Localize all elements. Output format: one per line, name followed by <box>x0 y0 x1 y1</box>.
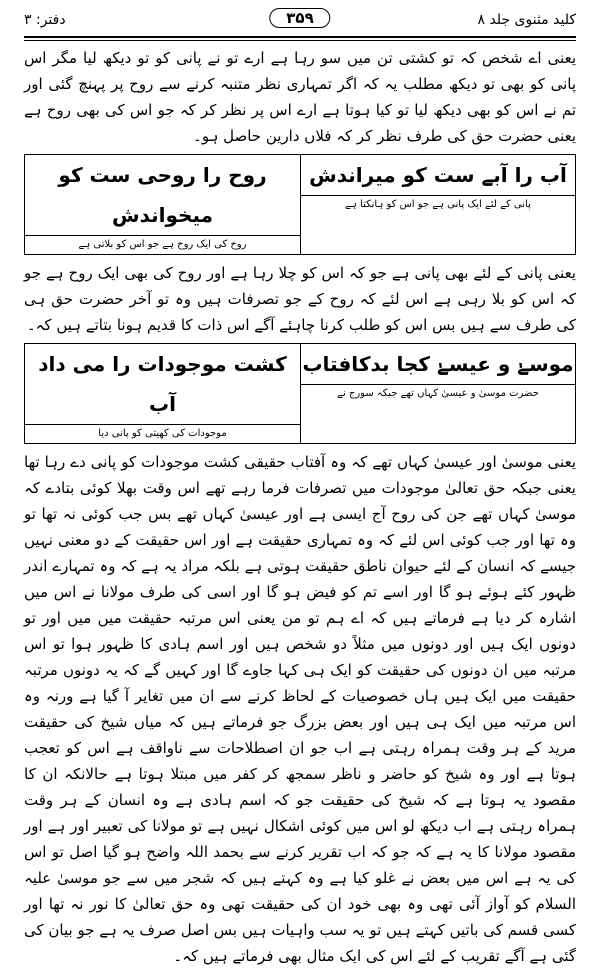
page-number: ۳۵۹ <box>269 8 330 28</box>
paragraph-3: یعنی موسیٰ اور عیسیٰ کہاں تھے کہ وہ آفتاب حقیقی کشت موجودات کو پانی دے رہا تھا یعنی جبکہ حق تعالیٰ موجودات میں تصرفات فرما رہے تھے اس وقت بھلا کوئی بتادے کہ موسیٰ کہاں تھے جن کی روح آج ایسی ہے اور عیسیٰ کہاں تھے بس جب کوئی نہ تھا تو وہ تھا اور جب کوئی اس لئے کہ وہ تمہاری حقیقت ہے اور اس حقیقت کے دو معنی نہیں جیسے کہ انسان کے لئے حیوان ناطق حقیقت ہوتی ہے بلکہ مراد یہ ہے کہ وہ تمہارے اندر ظہور کئے ہوئے ہو گا اور اسے تم کو فیض ہو گا اور اسی کی طرف مولانا نے اس میں اشارہ کر دیا ہے فرماتے ہیں کہ اے ہم تو من یعنی اس مرتبہ حقیقت میں میں اور تو دونوں ایک ہیں اور دونوں میں مثلاً دو شخص ہیں اور اسم ہادی کا ظہور ہوا تو اس مرتبہ میں ان دونوں کی حقیقت کو ایک ہی کہا جاوے گا اور کہیں گے کہ یہ دونوں مرتبہ حقیقت میں ایک ہیں ہاں خصوصیات کے لحاظ کرنے سے ان میں تغایر آ گیا ہے ورنہ وہ اس مرتبہ میں ایک ہی ہیں اور بعض بزرگ جو فرماتے ہیں کہ میاں شیخ کی حقیقت مرید کے ہر وقت ہمراہ رہتی ہے اب جو ان اصطلاحات سے ناواقف ہے اس کو تعجب ہوتا ہے اور وہ شیخ کو حاضر و ناظر سمجھ کر کفر میں مبتلا ہوتا ہے حالانکہ ان کا مقصود یہ ہوتا ہے کہ شیخ کی حقیقت جو کہ اسم ہادی ہے وہ انسان کے ہر وقت ہمراہ رہتی ہے اب دیکھ لو اس میں کوئی اشکال نہیں ہے تو مولانا کی تعبیر اور ہے اور مقصود مولانا کا یہ ہے کہ جو کہ اب تقریر کرنے سے بحمد اللہ واضح ہو گیا اصل تو اس کی یہ ہے اس میں بعض نے غلو کیا ہے وہ کہتے ہیں کہ شجر میں سے جو موسیٰ علیہ السلام کو آواز آئی تھی وہ بھی خود ان کی حقیقت تھی وہ حق تعالیٰ کا نور نہ تھا اور کسی قسم کی باتیں کہتے ہیں تو یہ سب واہیات ہیں بس اصل صرف یہ ہے جو بیان کی گئی ہے آگے تقریب کے لئے اس کی ایک مثال بھی فرماتے ہیں کہ۔ <box>24 453 576 965</box>
couplet-1-first-gloss: پانی کے لئے ایک پانی ہے جو اس کو ہانکتا ہے <box>345 199 531 210</box>
couplet-2-second-half <box>25 344 300 443</box>
header-rule <box>24 36 576 41</box>
couplet-2-first-gloss: حضرت موسیٰ و عیسیٰ کہاں تھے جبکہ سورج نے <box>337 388 539 399</box>
couplet-2-second-gloss: موجودات کی کھیتی کو پانی دیا <box>98 428 227 439</box>
couplet-2 <box>24 343 576 444</box>
page-header <box>24 6 576 36</box>
couplet-1 <box>24 154 576 255</box>
couplet-2-second-verse: کشت موجودات را می داد آب <box>25 344 300 425</box>
couplet-2-first-half <box>300 344 575 443</box>
paragraph-2: یعنی پانی کے لئے بھی پانی ہے جو کہ اس کو چلا رہا ہے اور روح کی بھی ایک روح ہے جو کہ اس کو بلا رہی ہے اس لئے کہ روح کے جو تصرفات ہیں وہ تو آخر حضرت حق ہی کی طرف سے ہیں بس اس کو طلب کرنا چاہئے آگے اس ذات کا قدیم ہونا بتاتے ہیں کہ۔ <box>24 264 576 334</box>
couplet-1-first-half <box>300 155 575 254</box>
book-title: کلید مثنوی جلد ۸ <box>477 12 576 28</box>
couplet-1-second-verse: روح را روحی ست کو میخواندش <box>25 155 300 236</box>
volume-label: دفتر: ۳ <box>24 12 66 28</box>
couplet-2-first-verse: موسےٰ و عیسےٰ کجا بدکافتاب <box>301 344 575 385</box>
couplet-1-first-verse: آب را آبے ست کو میراندش <box>301 155 575 196</box>
paragraph-1: یعنی اے شخص کہ تو کشتی تن میں سو رہا ہے ارے تو نے پانی کو تو دیکھ لیا مگر اس پانی کو بھی تو دیکھ مطلب یہ کہ اگر تمہاری نظر متنبہ کرنے سے روح پر پہنچ گئی اور تم نے اس کو بھی دیکھ لیا تو کیا ہوتا ہے ارے اس پر نظر کر کہ جو اس کی بھی روح ہے یعنی حضرت حق کی طرف نظر کر کہ فلاں دارین حاصل ہو۔ <box>24 49 576 145</box>
couplet-1-second-half <box>25 155 300 254</box>
couplet-1-second-gloss: روح کی ایک روح ہے جو اس کو بلاتی ہے <box>78 239 247 250</box>
